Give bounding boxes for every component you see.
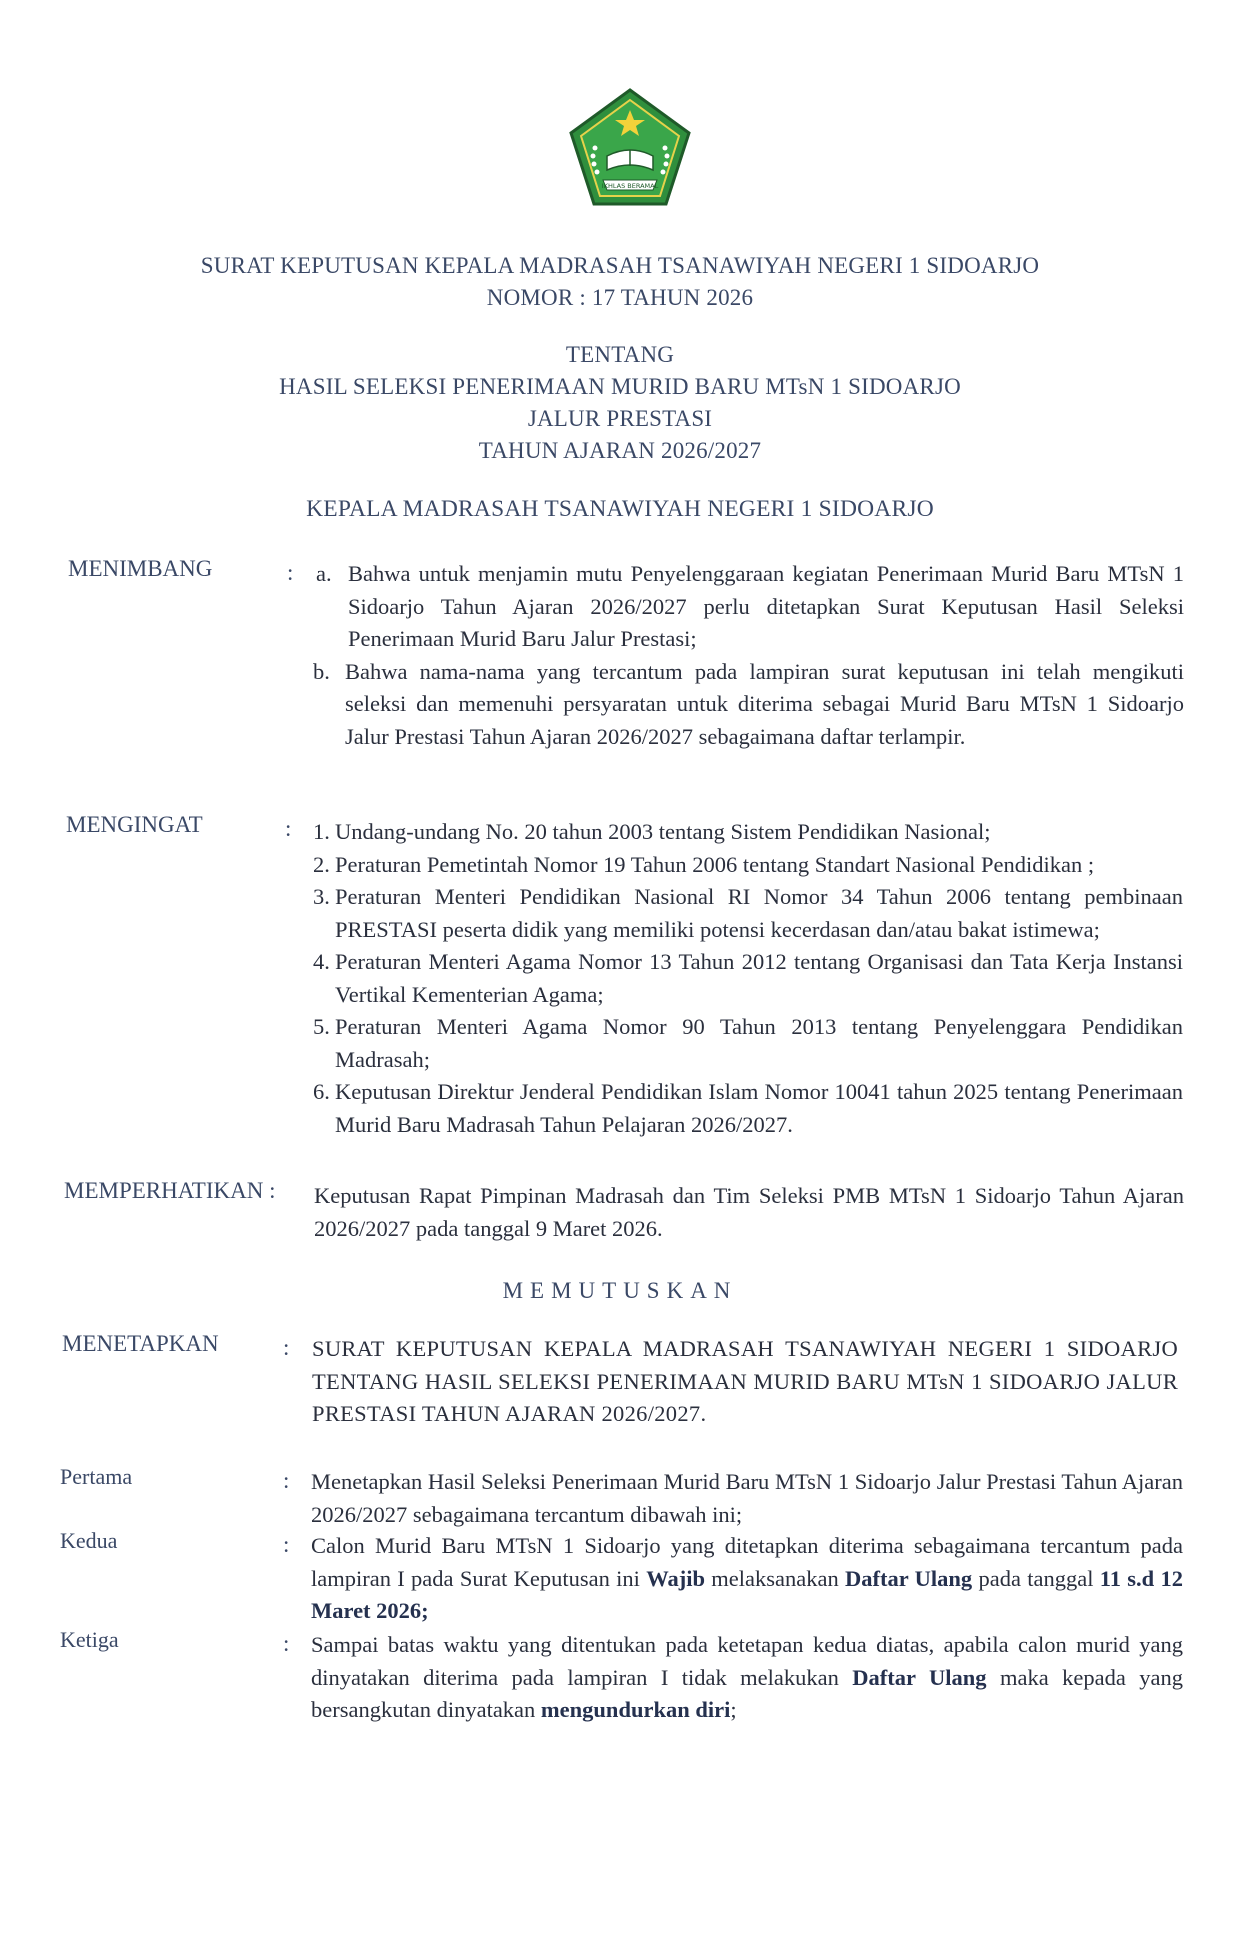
menimbang-item: [313, 656, 1184, 754]
ketiga-bold-daftar-ulang: Daftar Ulang: [852, 1664, 987, 1690]
kedua-bold-daftar-ulang: Daftar Ulang: [845, 1565, 973, 1591]
title-line-2: NOMOR : 17 TAHUN 2026: [486, 285, 754, 310]
kedua-text-a: Calon Murid Baru MTsN 1 Sidoarjo yang ditetapkan diterima sebagaimana tercantum pada lampiran I pada Surat Keputusan ini: [311, 1533, 1183, 1591]
mengingat-label: MENGINGAT: [66, 812, 203, 837]
ketiga-label: Ketiga: [60, 1627, 119, 1652]
memperhatikan-text: Keputusan Rapat Pimpinan Madrasah dan Tim Seleksi PMB MTsN 1 Sidoarjo Tahun Ajaran 2026/2027 pada tanggal 9 Maret 2026.: [314, 1183, 1184, 1241]
kedua-text: [311, 1530, 1183, 1628]
item-text: Peraturan Pemetintah Nomor 19 Tahun 2006 tentang Standart Nasional Pendidikan ;: [335, 851, 1095, 877]
item-marker: 4.: [313, 949, 330, 974]
pertama-colon: :: [283, 1468, 290, 1493]
logo-motto: IKHLAS BERAMAL: [601, 182, 659, 190]
item-marker: 2.: [313, 851, 330, 877]
item-marker: 3.: [313, 884, 330, 909]
authority-heading: KEPALA MADRASAH TSANAWIYAH NEGERI 1 SIDOARJO: [306, 496, 934, 522]
ketiga-text: [311, 1629, 1183, 1727]
memutuskan-heading: MEMUTUSKAN: [502, 1278, 738, 1303]
title-line-1: SURAT KEPUTUSAN KEPALA MADRASAH TSANAWIYAH NEGERI 1 SIDOARJO: [200, 253, 1040, 278]
item-text: Undang-undang No. 20 tahun 2003 tentang Sistem Pendidikan Nasional;: [335, 819, 991, 844]
mengingat-list: [313, 816, 1183, 1141]
item-marker: a.: [316, 561, 332, 586]
mengingat-item: [313, 1011, 1183, 1076]
item-marker: 1.: [313, 819, 330, 844]
tentang-heading: TENTANG: [565, 342, 675, 367]
menetapkan-label: MENETAPKAN: [62, 1331, 219, 1356]
mengingat-item: [313, 849, 1183, 882]
subject-line-1: HASIL SELEKSI PENERIMAAN MURID BARU MTsN 1 SIDOARJO: [279, 374, 961, 399]
kemenag-logo-icon: [565, 86, 695, 216]
mengingat-item: [313, 946, 1183, 1011]
ketiga-text-c: ;: [730, 1697, 737, 1722]
decree-subject: [0, 339, 1240, 467]
kedua-bold-wajib: Wajib: [646, 1565, 705, 1591]
item-text: Peraturan Menteri Agama Nomor 90 Tahun 2013 tentang Penyelenggara Pendidikan Madrasah;: [335, 1014, 1183, 1072]
menetapkan-colon: :: [283, 1335, 290, 1360]
pertama-text: Menetapkan Hasil Seleksi Penerimaan Murid Baru MTsN 1 Sidoarjo Jalur Prestasi Tahun Ajaran 2026/2027 sebagaimana tercantum dibawah ini;: [311, 1469, 1183, 1527]
item-text: Peraturan Menteri Pendidikan Nasional RI Nomor 34 Tahun 2006 tentang pembinaan PRESTASI peserta didik yang memiliki potensi kecerdasan dan/atau bakat istimewa;: [335, 884, 1183, 942]
kedua-colon: :: [283, 1532, 290, 1557]
ketiga-text-a: Sampai batas waktu yang ditentukan pada ketetapan kedua diatas, apabila calon murid yang dinyatakan diterima pada lampiran I tidak melakukan: [311, 1632, 1183, 1690]
kedua-bold-date: 11 s.d 12 Maret 2026;: [311, 1565, 1183, 1623]
mengingat-item: [313, 1076, 1183, 1141]
item-marker: 5.: [313, 1014, 330, 1039]
ketiga-colon: :: [283, 1631, 290, 1656]
memperhatikan-label: MEMPERHATIKAN :: [64, 1178, 276, 1203]
kedua-text-b: melaksanakan: [704, 1565, 846, 1591]
kedua-text-c: pada tanggal: [972, 1565, 1100, 1591]
mengingat-item: [313, 816, 1183, 849]
decree-title: [0, 250, 1240, 314]
subject-line-2: JALUR PRESTASI: [527, 406, 713, 431]
item-text: Keputusan Direktur Jenderal Pendidikan Islam Nomor 10041 tahun 2025 tentang Penerimaan Murid Baru Madrasah Tahun Pelajaran 2026/2027.: [335, 1079, 1183, 1137]
ketiga-bold-mengundurkan: mengundurkan diri: [540, 1697, 731, 1722]
mengingat-colon: :: [285, 816, 292, 841]
menetapkan-text: SURAT KEPUTUSAN KEPALA MADRASAH TSANAWIYAH NEGERI 1 SIDOARJO TENTANG HASIL SELEKSI PENERIMAAN MURID BARU MTsN 1 SIDOARJO JALUR PRESTASI TAHUN AJARAN 2026/2027.: [312, 1336, 1178, 1426]
ketiga-text-b: maka kepada yang bersangkutan dinyatakan: [311, 1664, 1184, 1722]
menimbang-label: MENIMBANG: [68, 556, 213, 581]
item-text: Peraturan Menteri Agama Nomor 13 Tahun 2012 tentang Organisasi dan Tata Kerja Instansi Vertikal Kementerian Agama;: [335, 949, 1183, 1007]
menimbang-item: [316, 558, 1184, 656]
item-text: Bahwa nama-nama yang tercantum pada lampiran surat keputusan ini telah mengikuti seleksi dan memenuhi persyaratan untuk diterima sebagai Murid Baru MTsN 1 Sidoarjo Jalur Prestasi Tahun Ajaran 2026/2027 sebagaimana daftar terlampir.: [345, 658, 1184, 749]
item-marker: b.: [313, 658, 330, 684]
subject-line-3: TAHUN AJARAN 2026/2027: [478, 438, 762, 463]
mengingat-item: [313, 881, 1183, 946]
item-text: Bahwa untuk menjamin mutu Penyelenggaraan kegiatan Penerimaan Murid Baru MTsN 1 Sidoarjo Tahun Ajaran 2026/2027 perlu ditetapkan Surat Keputusan Hasil Seleksi Penerimaan Murid Baru Jalur Prestasi;: [348, 561, 1184, 651]
kedua-label: Kedua: [60, 1528, 118, 1553]
pertama-label: Pertama: [60, 1464, 133, 1489]
item-marker: 6.: [313, 1079, 330, 1104]
menimbang-list: [313, 558, 1184, 753]
menimbang-colon: :: [287, 560, 294, 585]
